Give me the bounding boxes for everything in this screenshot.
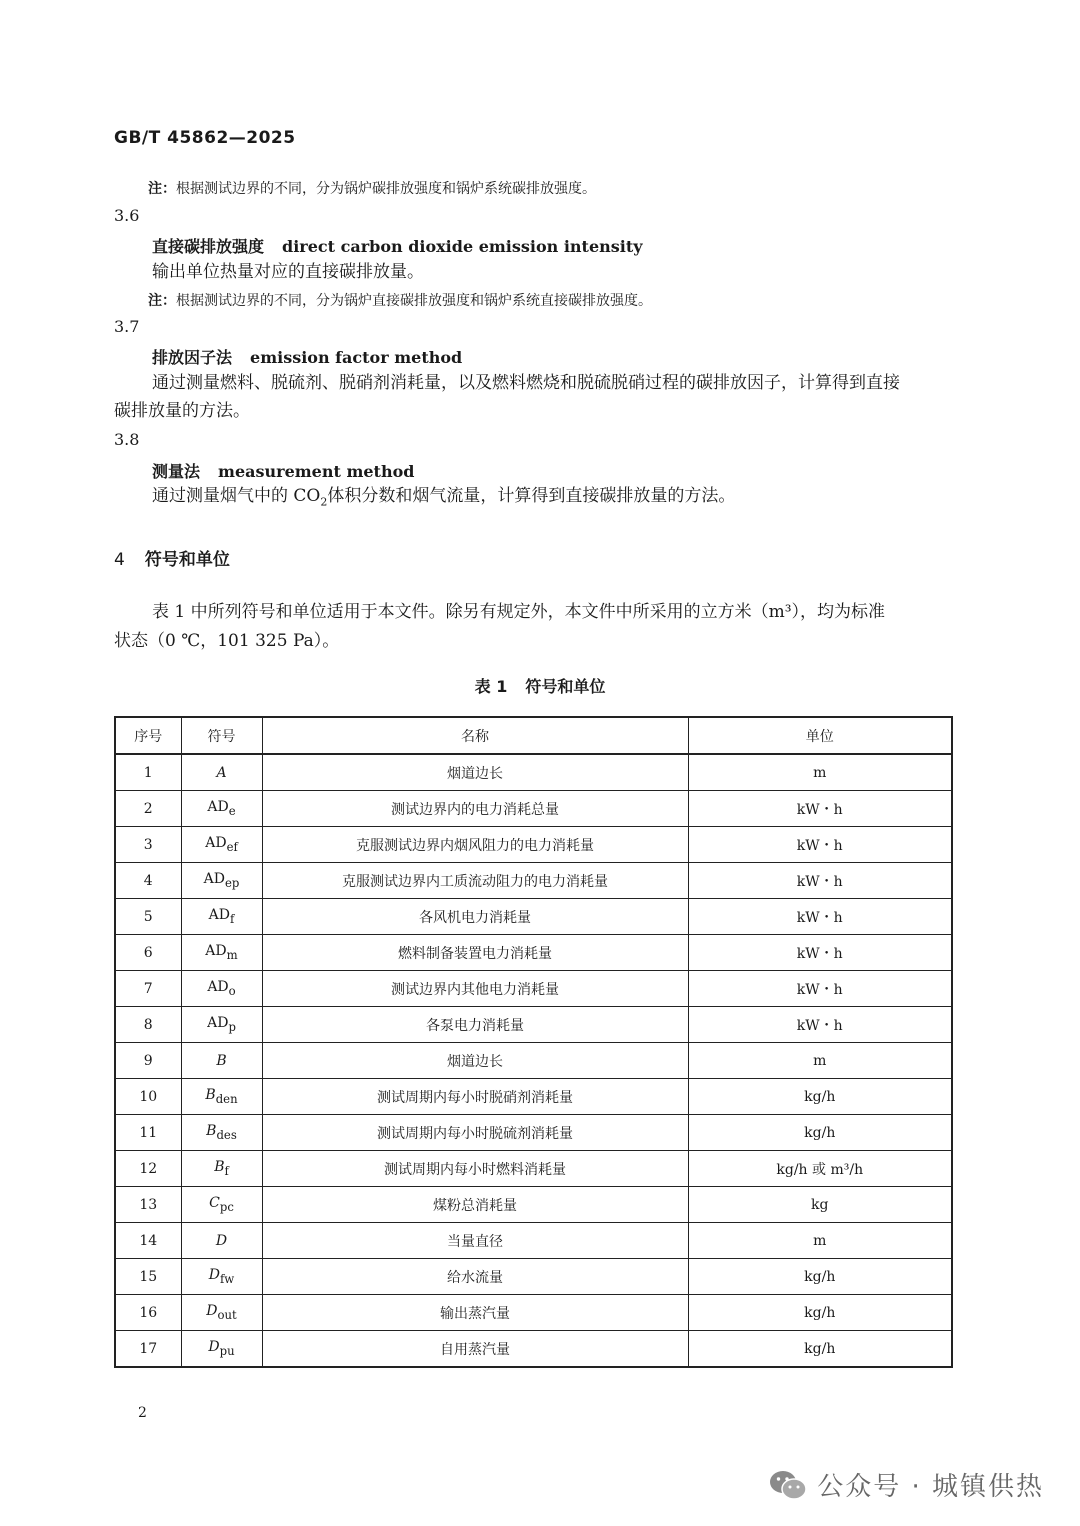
header-no: 序号 [115,717,181,754]
term-cn: 测量法 [152,462,201,481]
term-cn: 排放因子法 [152,348,233,367]
cell-name: 测试边界内其他电力消耗量 [262,971,688,1007]
symbols-table [114,716,953,1368]
cell-name: 给水流量 [262,1259,688,1295]
symbol-subscript: pc [219,1199,234,1214]
symbol-subscript: o [228,983,236,998]
symbol-main: D [206,1303,218,1320]
symbol-main: AD [205,943,227,960]
term-en: measurement method [218,462,415,481]
term-en: emission factor method [250,348,463,367]
cell-no: 7 [115,971,181,1007]
term-3-6 [152,234,643,257]
symbol-main: D [215,1232,228,1249]
definition-3-7-line2: 碳排放量的方法。 [114,401,250,421]
definition-3-8 [152,482,735,516]
cell-unit: kW・h [688,971,952,1007]
term-3-7 [152,345,462,368]
term-cn: 直接碳排放强度 [152,237,265,256]
symbol-main: AD [207,799,229,816]
cell-symbol [181,1223,262,1259]
cell-name: 测试边界内的电力消耗总量 [262,791,688,827]
cell-name: 烟道边长 [262,1043,688,1079]
table-title [0,674,1080,697]
cell-name: 克服测试边界内烟风阻力的电力消耗量 [262,827,688,863]
cell-name: 燃料制备装置电力消耗量 [262,935,688,971]
definition-post: 体积分数和烟气流量，计算得到直接碳排放量的方法。 [327,486,736,506]
table-row [115,971,952,1007]
clause-number-3-8: 3.8 [114,430,140,449]
section-title: 符号和单位 [144,550,230,570]
cell-symbol [181,1295,262,1331]
symbol-subscript: fw [219,1271,235,1286]
symbol-main: AD [207,979,229,996]
cell-unit: kW・h [688,935,952,971]
symbol-subscript: ef [226,839,238,854]
cell-unit: m [688,1223,952,1259]
symbol-subscript: f [230,911,235,926]
cell-name: 测试周期内每小时脱硫剂消耗量 [262,1115,688,1151]
cell-unit: kg/h 或 m³/h [688,1151,952,1187]
symbol-main: AD [203,871,225,888]
definition-pre: 通过测量烟气中的 CO [152,486,321,506]
definition-3-6: 输出单位热量对应的直接碳排放量。 [152,262,424,282]
term-3-8 [152,459,414,482]
cell-unit: m [688,1043,952,1079]
note-label: 注： [148,293,176,309]
table-row [115,1043,952,1079]
symbol-subscript: p [228,1019,236,1034]
table-row [115,754,952,791]
header-unit: 单位 [688,717,952,754]
cell-no: 5 [115,899,181,935]
section-4-intro-line2: 状态（0 ℃，101 325 Pa）。 [114,631,340,651]
cell-symbol [181,971,262,1007]
cell-symbol [181,935,262,971]
table-row [115,1331,952,1368]
clause-number-3-7: 3.7 [114,317,140,336]
symbol-main: B [206,1123,217,1140]
table-row [115,827,952,863]
symbol-main: C [209,1195,220,1212]
table-row [115,1007,952,1043]
table-row [115,1115,952,1151]
cell-unit: kW・h [688,863,952,899]
watermark-text: 公众号 · 城镇供热 [817,1472,1044,1502]
cell-symbol [181,1151,262,1187]
cell-name: 克服测试边界内工质流动阻力的电力消耗量 [262,863,688,899]
symbol-main: B [216,1052,227,1069]
cell-symbol [181,863,262,899]
cell-unit: kg [688,1187,952,1223]
cell-no: 16 [115,1295,181,1331]
cell-no: 11 [115,1115,181,1151]
cell-unit: kg/h [688,1331,952,1368]
cell-symbol [181,1007,262,1043]
symbol-subscript: out [217,1307,237,1322]
section-4-intro-line1: 表 1 中所列符号和单位适用于本文件。除另有规定外，本文件中所采用的立方米（m³），均为标准 [152,602,886,622]
cell-name: 输出蒸汽量 [262,1295,688,1331]
table-header-row [115,717,952,754]
symbol-subscript: ep [224,875,240,890]
table-row [115,1079,952,1115]
table-row [115,1151,952,1187]
clause-number-3-6: 3.6 [114,206,140,225]
symbol-subscript: pu [219,1343,235,1358]
cell-symbol [181,1331,262,1368]
note-3-5 [148,178,596,198]
table-caption: 符号和单位 [525,677,606,696]
cell-name: 烟道边长 [262,754,688,791]
cell-unit: kW・h [688,899,952,935]
cell-unit: kg/h [688,1295,952,1331]
table-row [115,1187,952,1223]
cell-no: 8 [115,1007,181,1043]
cell-symbol [181,1259,262,1295]
cell-unit: m [688,754,952,791]
cell-symbol [181,754,262,791]
cell-unit: kg/h [688,1259,952,1295]
cell-symbol [181,1079,262,1115]
cell-no: 4 [115,863,181,899]
symbol-main: AD [208,907,230,924]
cell-no: 17 [115,1331,181,1368]
symbol-main: D [208,1339,220,1356]
cell-symbol [181,1187,262,1223]
table-row [115,1259,952,1295]
cell-symbol [181,1043,262,1079]
cell-unit: kW・h [688,827,952,863]
note-text: 根据测试边界的不同，分为锅炉碳排放强度和锅炉系统碳排放强度。 [176,181,596,197]
table-row [115,935,952,971]
symbol-main: AD [207,1015,229,1032]
symbol-subscript: e [228,803,236,818]
cell-no: 12 [115,1151,181,1187]
cell-name: 当量直径 [262,1223,688,1259]
cell-name: 自用蒸汽量 [262,1331,688,1368]
cell-name: 各风机电力消耗量 [262,899,688,935]
symbol-main: A [216,764,227,781]
section-4-heading [114,545,230,570]
cell-no: 1 [115,754,181,791]
symbol-main: AD [205,835,227,852]
symbol-subscript: des [216,1127,237,1142]
cell-no: 3 [115,827,181,863]
standard-code: GB/T 45862—2025 [114,128,296,148]
cell-unit: kg/h [688,1079,952,1115]
symbol-subscript: m [226,947,238,962]
table-row [115,791,952,827]
cell-no: 13 [115,1187,181,1223]
symbol-main: D [208,1267,220,1284]
cell-no: 9 [115,1043,181,1079]
section-number: 4 [114,550,125,570]
table-row [115,1223,952,1259]
cell-name: 煤粉总消耗量 [262,1187,688,1223]
symbol-subscript: f [224,1163,229,1178]
header-symbol: 符号 [181,717,262,754]
cell-symbol [181,1115,262,1151]
note-text: 根据测试边界的不同，分为锅炉直接碳排放强度和锅炉系统直接碳排放强度。 [176,293,652,309]
cell-no: 15 [115,1259,181,1295]
header-name: 名称 [262,717,688,754]
symbol-subscript: den [215,1091,238,1106]
definition-3-7-line1: 通过测量燃料、脱硫剂、脱硝剂消耗量，以及燃料燃烧和脱硫脱硝过程的碳排放因子，计算得到直接 [152,373,900,393]
table-row [115,899,952,935]
cell-symbol [181,791,262,827]
watermark [769,1466,1044,1503]
table-label: 表 1 [474,677,508,696]
cell-name: 测试周期内每小时脱硝剂消耗量 [262,1079,688,1115]
note-label: 注： [148,181,176,197]
note-3-6 [148,290,652,310]
symbol-main: B [214,1159,225,1176]
cell-symbol [181,899,262,935]
wechat-icon [769,1469,807,1501]
term-en: direct carbon dioxide emission intensity [282,237,643,256]
page-number: 2 [138,1405,147,1421]
cell-unit: kW・h [688,791,952,827]
cell-unit: kW・h [688,1007,952,1043]
cell-name: 各泵电力消耗量 [262,1007,688,1043]
co2-subscript: 2 [320,495,328,509]
table-row [115,863,952,899]
cell-symbol [181,827,262,863]
table-row [115,1295,952,1331]
cell-no: 10 [115,1079,181,1115]
cell-no: 2 [115,791,181,827]
cell-no: 6 [115,935,181,971]
cell-no: 14 [115,1223,181,1259]
cell-unit: kg/h [688,1115,952,1151]
cell-name: 测试周期内每小时燃料消耗量 [262,1151,688,1187]
symbol-main: B [205,1087,216,1104]
